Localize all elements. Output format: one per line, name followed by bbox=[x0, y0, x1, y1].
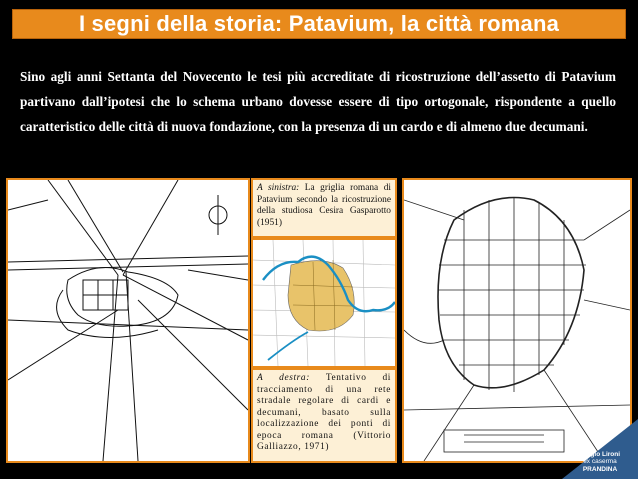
credit-corner bbox=[562, 419, 638, 479]
credit-place: PRANDINA bbox=[582, 465, 618, 473]
credit-sub: ex caserma bbox=[583, 458, 617, 465]
slide-title: I segni della storia: Patavium, la città romana bbox=[78, 11, 560, 36]
caption-right-body: Tentativo di tracciamento di una rete stradale regolare di cardi e decumani, basato sulla localizzazione dei ponti di epoca romana (Vittorio Galliazzo, 1971) bbox=[257, 373, 391, 452]
intro-paragraph: Sino agli anni Settanta del Novecento le tesi più accreditate di ricostruzione dell’assetto di Patavium partivano dall’ipotesi che lo schema urbano dovesse essere di tipo ortogonale, rispondente a quello caratteristico delle città di nuova fondazione, con la presenza di un cardo e di almeno due decumani. bbox=[20, 69, 616, 134]
title-bar bbox=[12, 9, 626, 39]
caption-right-lead: A destra: bbox=[257, 373, 310, 383]
caption-left-body: La griglia romana di Patavium secondo la ricostruzione della studiosa Cesira Gasparotto (1951) bbox=[257, 183, 391, 228]
gasparotto-map bbox=[6, 178, 250, 463]
credit-name: Sergio Lironi bbox=[579, 450, 621, 458]
caption-right-panel bbox=[251, 368, 397, 463]
mini-map bbox=[251, 238, 397, 368]
caption-left-lead: A sinistra: bbox=[257, 183, 300, 193]
caption-left-panel bbox=[251, 178, 397, 238]
